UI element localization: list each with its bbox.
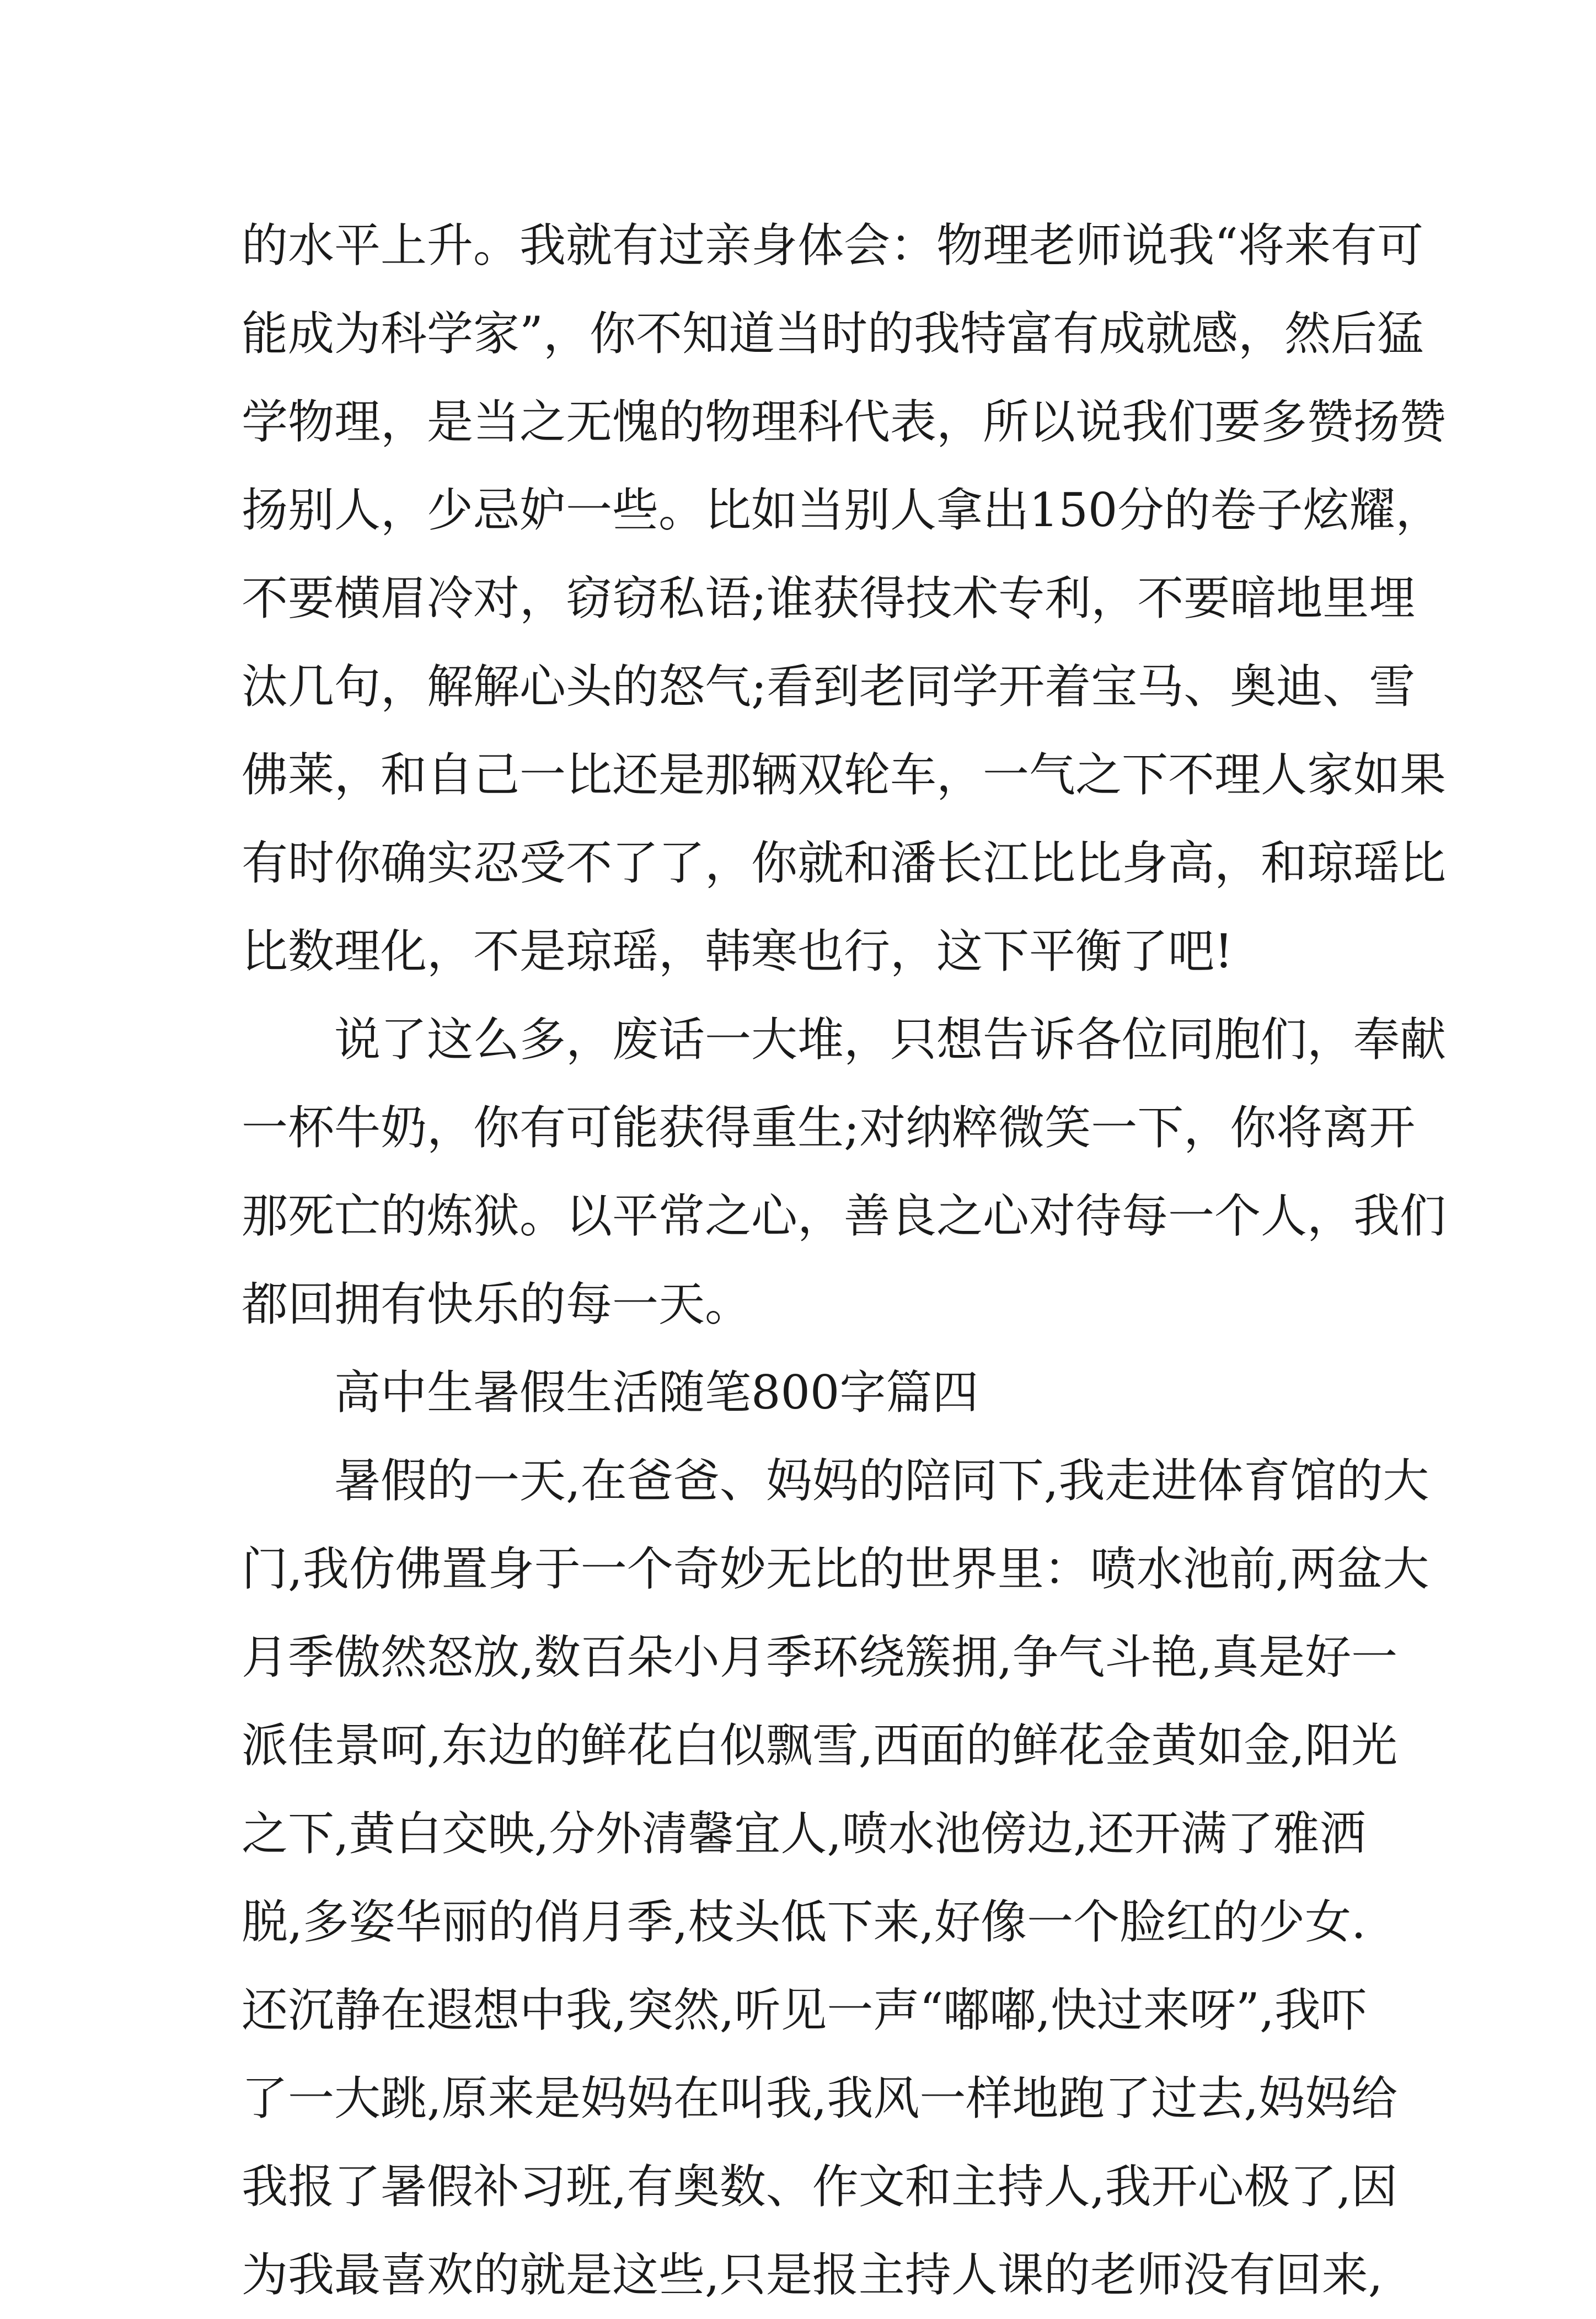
text-line: 的水平上升。我就有过亲身体会：物理老师说我“将来有可: [242, 218, 1423, 272]
text-line: 佛莱，和自己一比还是那辆双轮车，一气之下不理人家如果: [242, 748, 1447, 802]
text-line: 说了这么多，废话一大堆，只想告诉各位同胞们，奉献: [334, 1013, 1447, 1067]
text-line: 我报了暑假补习班,有奥数、作文和主持人,我开心极了,因: [242, 2160, 1398, 2214]
text-line: 都回拥有快乐的每一天。: [242, 1277, 752, 1331]
section-heading: [242, 1348, 1361, 1437]
text-line: 派佳景呵,东边的鲜花白似飘雪,西面的鲜花金黄如金,阳光: [242, 1718, 1398, 1772]
text-line: 为我最喜欢的就是这些,只是报主持人课的老师没有回来,: [242, 2248, 1383, 2302]
text-line: 脱,多姿华丽的俏月季,枝头低下来,好像一个脸红的少女.: [242, 1895, 1366, 1949]
text-line: 了一大跳,原来是妈妈在叫我,我风一样地跑了过去,妈妈给: [242, 2071, 1398, 2125]
text-line: 一杯牛奶，你有可能获得重生;对纳粹微笑一下，你将离开: [242, 1101, 1416, 1155]
text-line: 能成为科学家”，你不知道当时的我特富有成就感，然后猛: [242, 307, 1423, 361]
text-line: 月季傲然怒放,数百朵小月季环绕簇拥,争气斗艳,真是好一: [242, 1630, 1398, 1684]
text-line: 比数理化，不是琼瑶，韩寒也行，这下平衡了吧!: [242, 924, 1233, 978]
paragraph: [242, 201, 1447, 995]
paragraph: [242, 995, 1447, 1348]
text-line: 还沉静在遐想中我,突然,听见一声“嘟嘟,快过来呀”,我吓: [242, 1983, 1367, 2037]
heading-text: 高中生暑假生活随笔800字篇四: [334, 1365, 979, 1420]
paragraph: [242, 1437, 1429, 2319]
text-line: 有时你确实忍受不了了，你就和潘长江比比身高，和琼瑶比: [242, 836, 1447, 890]
text-line: 汰几句，解解心头的怒气;看到老同学开着宝马、奥迪、雪: [242, 660, 1416, 714]
text-line: 那死亡的炼狱。以平常之心，善良之心对待每一个人，我们: [242, 1189, 1447, 1243]
text-line: 学物理，是当之无愧的物理科代表，所以说我们要多赞扬赞: [242, 395, 1447, 449]
text-line: 门,我仿佛置身于一个奇妙无比的世界里：喷水池前,两盆大: [242, 1542, 1429, 1596]
text-line: 扬别人，少忌妒一些。比如当别人拿出150分的卷子炫耀，: [242, 483, 1442, 537]
text-line: 不要横眉冷对，窃窃私语;谁获得技术专利，不要暗地里埋: [242, 571, 1416, 625]
text-line: 暑假的一天,在爸爸、妈妈的陪同下,我走进体育馆的大: [334, 1454, 1429, 1508]
text-line: 之下,黄白交映,分外清馨宜人,喷水池傍边,还开满了雅洒: [242, 1807, 1366, 1861]
document-body: [242, 201, 1447, 2319]
